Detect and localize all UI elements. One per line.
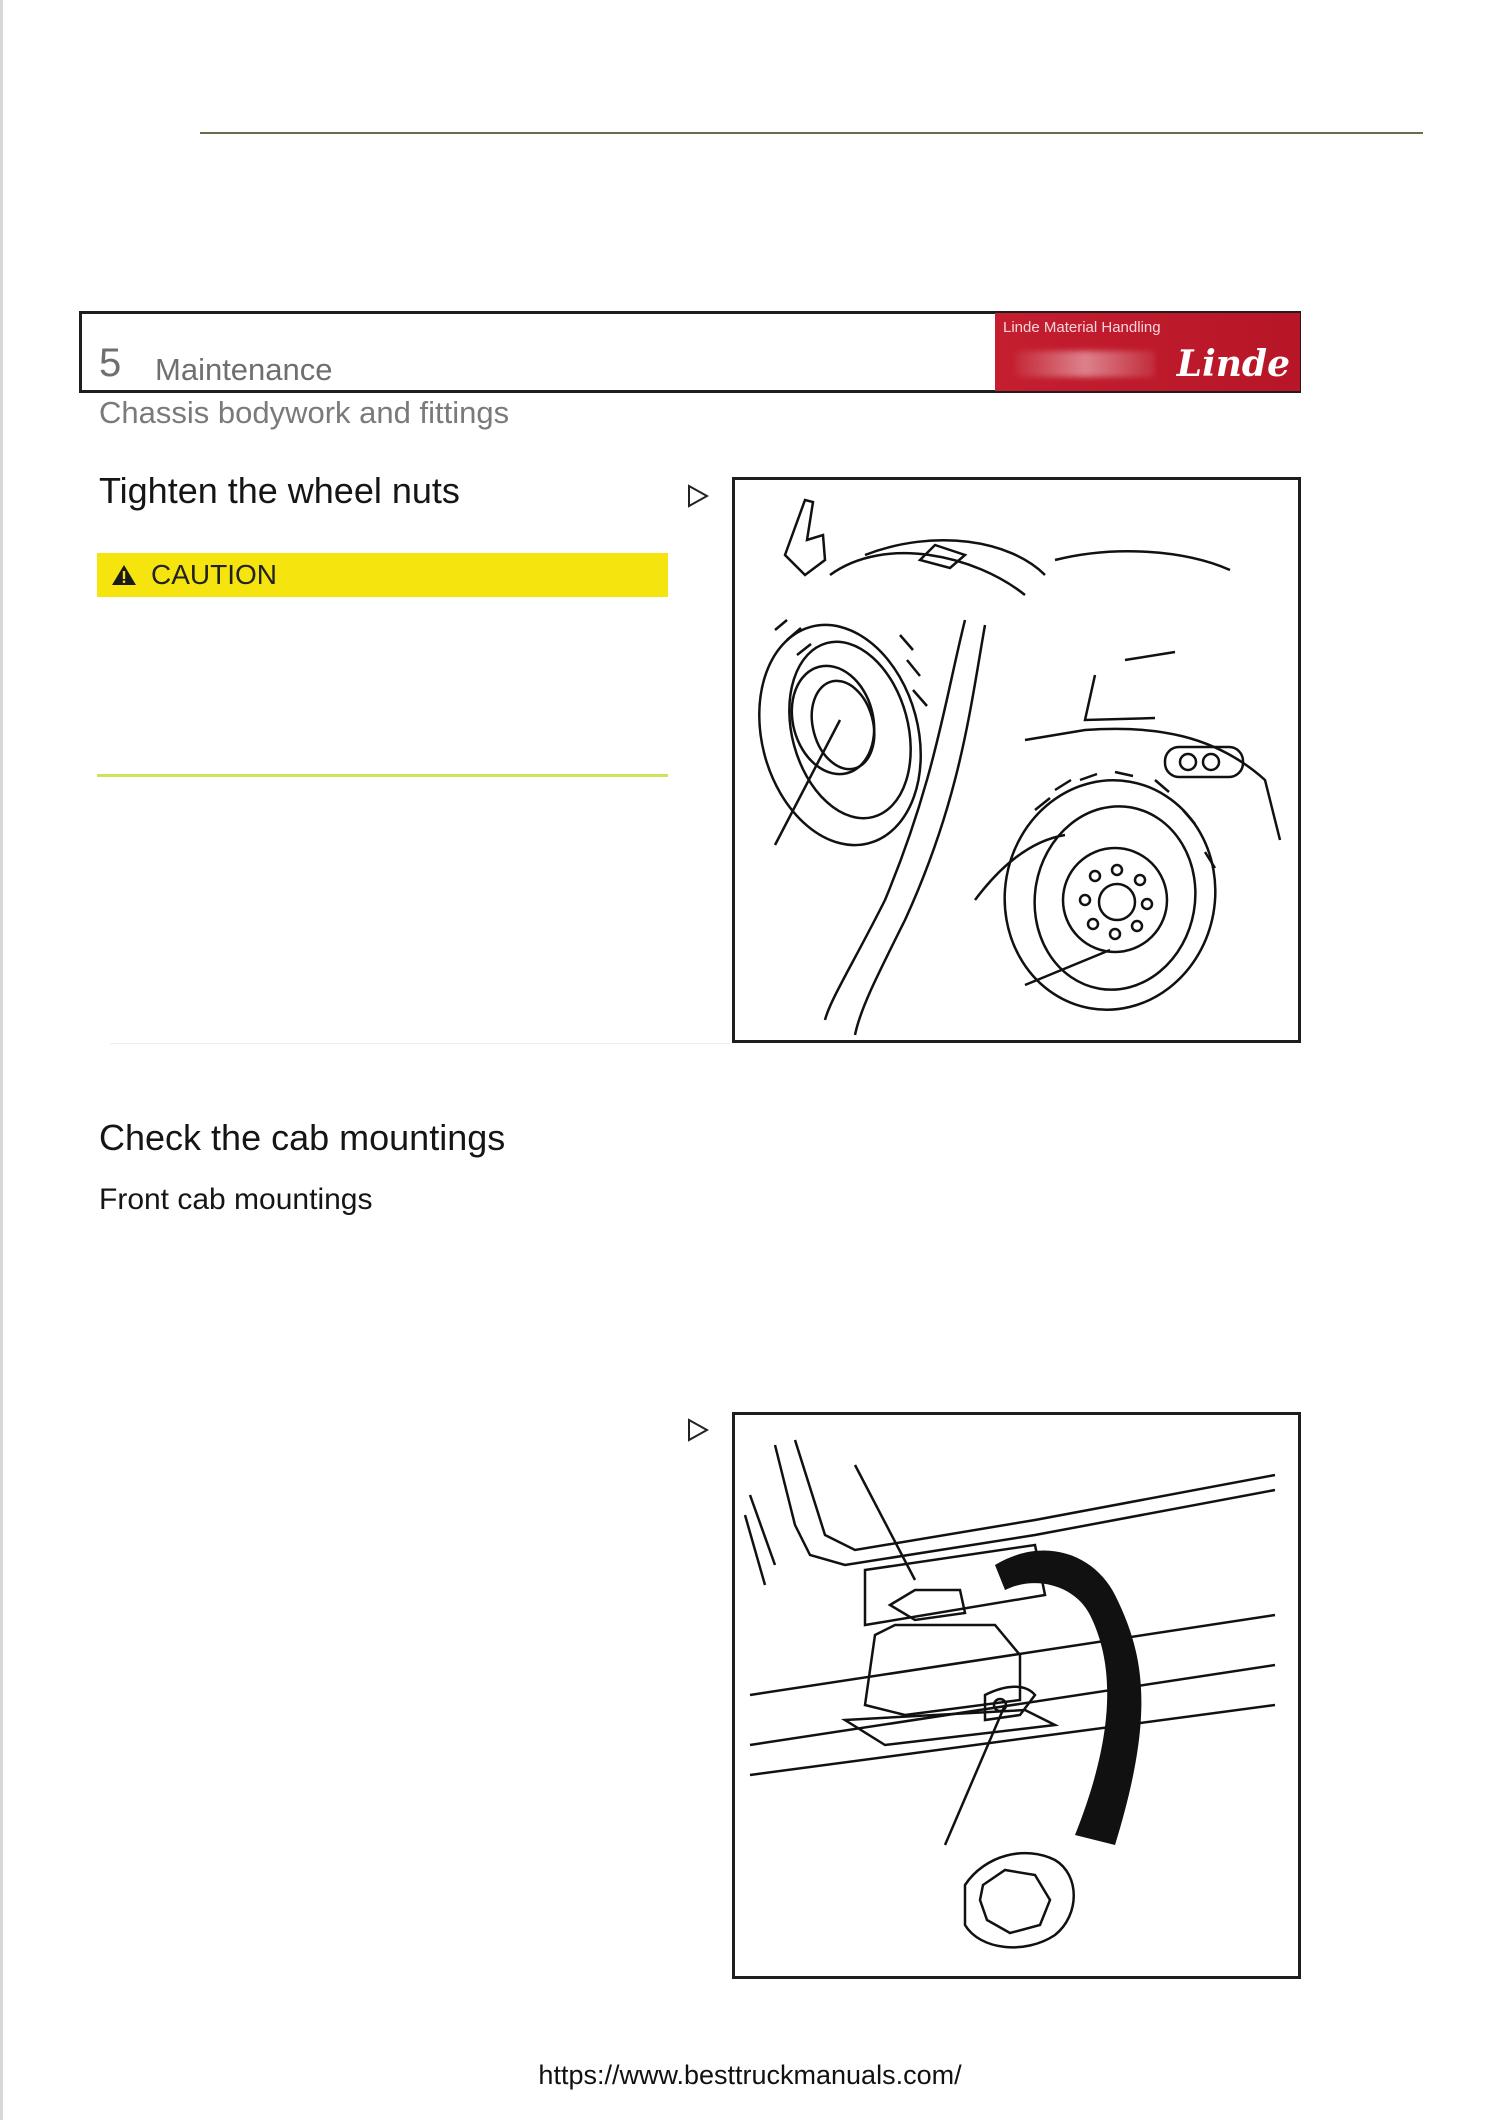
triangle-pointer-icon — [687, 484, 709, 513]
section-title-wheel-nuts: Tighten the wheel nuts — [99, 470, 460, 511]
top-divider — [200, 132, 1423, 134]
footer-url[interactable]: https://www.besttruckmanuals.com/ — [538, 2060, 962, 2090]
chapter-title: Maintenance — [155, 352, 333, 387]
chapter-number: 5 — [99, 341, 122, 385]
cab-mounting-illustration — [735, 1415, 1298, 1976]
caution-label: CAUTION — [151, 559, 277, 590]
warning-icon — [111, 563, 137, 587]
section-title-cab-mountings: Check the cab mountings — [99, 1117, 506, 1158]
logo-tagline: Linde Material Handling — [1003, 319, 1161, 336]
triangle-pointer-icon — [687, 1418, 709, 1447]
section-subtitle: Chassis bodywork and fittings — [99, 395, 510, 430]
caution-banner — [97, 553, 668, 597]
logo-graphic — [1015, 351, 1155, 377]
caution-end-rule — [97, 774, 668, 777]
figure-wheel-nuts — [732, 477, 1301, 1043]
figure-cab-mounting — [732, 1412, 1301, 1979]
subsection-title-front-cab: Front cab mountings — [99, 1183, 373, 1216]
page-edge — [0, 0, 3, 2120]
linde-logo — [995, 313, 1300, 391]
wheel-illustration — [735, 480, 1298, 1040]
section-divider — [110, 1043, 730, 1044]
logo-wordmark: Linde — [1176, 343, 1290, 385]
